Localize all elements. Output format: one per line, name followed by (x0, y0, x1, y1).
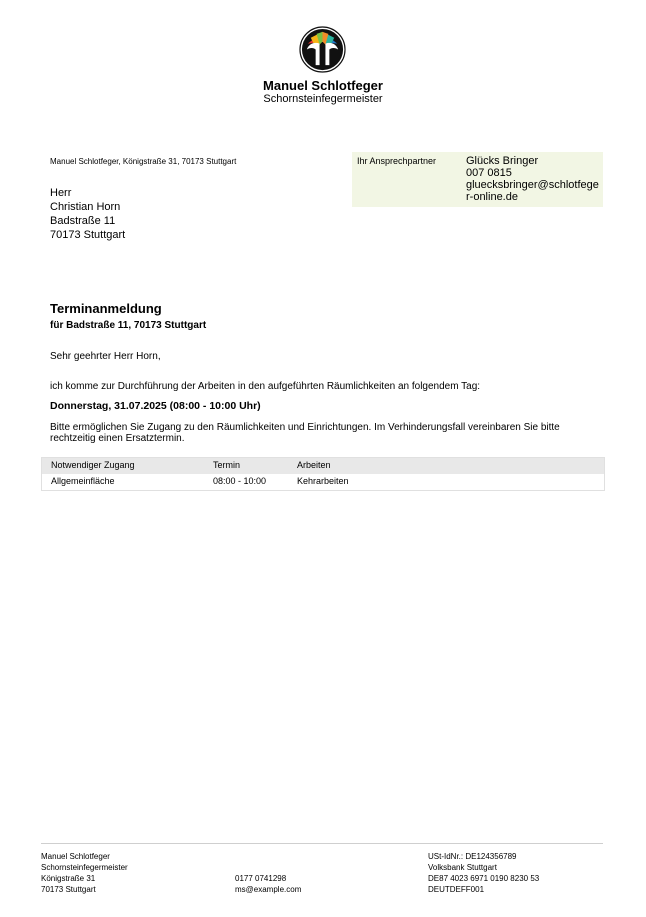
access-note: Bitte ermöglichen Sie Zugang zu den Räumlichkeiten und Einrichtungen. Im Verhinderungsfall vereinbaren Sie bitte rechtzeitig einen Ersatztermin. (50, 422, 560, 444)
table-header-work: Arbeiten (297, 460, 331, 470)
footer-email[interactable]: ms@example.com (235, 885, 302, 894)
recipient-city: 70173 Stuttgart (50, 229, 126, 241)
contact-details (466, 155, 602, 203)
footer-divider (41, 843, 603, 844)
contact-name: Glücks Bringer (466, 155, 539, 167)
footer-line: 70173 Stuttgart (41, 885, 96, 894)
contact-email[interactable]: gluecksbringer@schlotfeger-online.de (466, 179, 599, 203)
footer-line: Volksbank Stuttgart (428, 863, 497, 872)
jobs-table (41, 457, 605, 491)
footer-phone: 0177 0741298 (235, 874, 287, 883)
footer-line: DE87 4023 6971 0190 8230 53 (428, 874, 540, 883)
footer-bank-info (428, 851, 539, 895)
recipient-address (50, 186, 125, 242)
contact-box (352, 152, 603, 207)
footer-line: USt-IdNr.: DE124356789 (428, 852, 517, 861)
footer-line: DEUTDEFF001 (428, 885, 485, 894)
letter-subject: Terminanmeldung (50, 301, 162, 316)
table-cell-time: 08:00 - 10:00 (213, 476, 267, 486)
footer-line: Manuel Schlotfeger (41, 852, 110, 861)
contact-label: Ihr Ansprechpartner (357, 156, 437, 166)
recipient-name: Christian Horn (50, 201, 121, 213)
contact-phone: 007 0815 (466, 167, 512, 179)
table-cell-access: Allgemeinfläche (51, 476, 115, 486)
table-header-access: Notwendiger Zugang (51, 460, 135, 470)
table-header-row (42, 458, 604, 474)
recipient-street: Badstraße 11 (50, 215, 116, 227)
company-name: Manuel Schlotfeger (263, 78, 383, 93)
footer-line: Königstraße 31 (41, 874, 96, 883)
guild-logo-icon (299, 26, 346, 73)
sender-address-line: Manuel Schlotfeger, Königstraße 31, 70173 Stuttgart (50, 157, 237, 166)
footer-contact-info (235, 873, 301, 895)
footer-line: Schornsteinfegermeister (41, 863, 128, 872)
appointment-date: Donnerstag, 31.07.2025 (08:00 - 10:00 Uhr) (50, 400, 261, 412)
table-cell-work: Kehrarbeiten (297, 476, 349, 486)
table-header-time: Termin (213, 460, 241, 470)
footer-company-info (41, 851, 128, 895)
company-title: Schornsteinfegermeister (263, 93, 383, 105)
recipient-salutation: Herr (50, 187, 72, 199)
letter-subject-address: für Badstraße 11, 70173 Stuttgart (50, 320, 207, 331)
letter-intro: ich komme zur Durchführung der Arbeiten in den aufgeführten Räumlichkeiten an folgendem Tag: (50, 381, 481, 392)
letter-greeting: Sehr geehrter Herr Horn, (50, 351, 161, 362)
table-row (42, 474, 604, 490)
